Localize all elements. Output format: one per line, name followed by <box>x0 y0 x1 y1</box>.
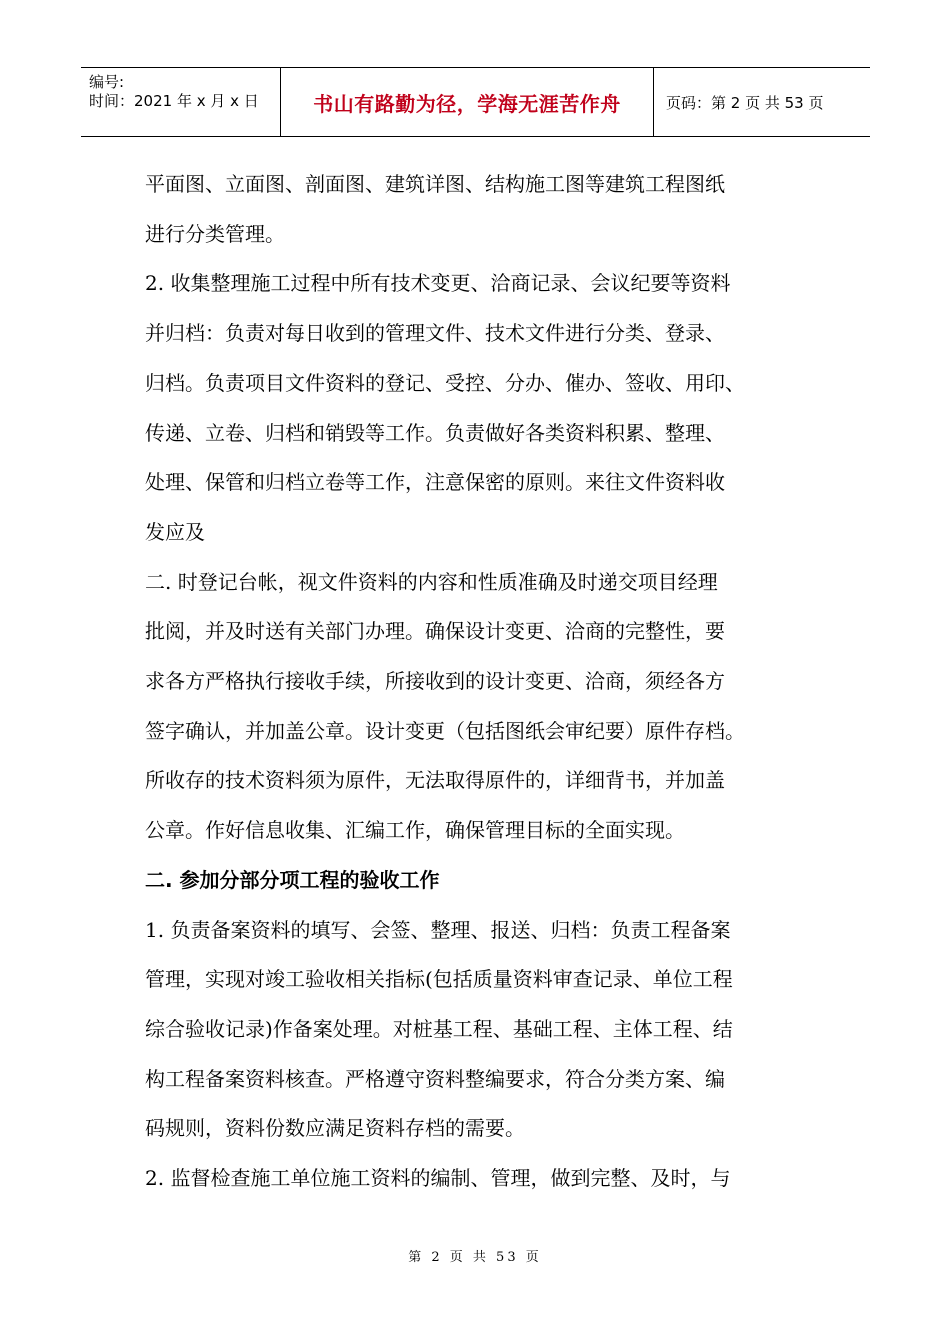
body-text-line: 归档。负责项目文件资料的登记、受控、分办、催办、签收、用印、 <box>145 370 745 395</box>
body-text-line: 公章。作好信息收集、汇编工作，确保管理目标的全面实现。 <box>145 818 685 843</box>
section-heading: 二. 参加分部分项工程的验收工作 <box>145 867 440 892</box>
document-body <box>145 160 825 1204</box>
body-text-line: 码规则，资料份数应满足资料存档的需要。 <box>145 1116 525 1141</box>
page-header <box>81 67 870 137</box>
document-time-label: 时间：2021 年 x 月 x 日 <box>89 92 259 110</box>
body-text-line: 二. 时登记台帐，视文件资料的内容和性质准确及时递交项目经理 <box>145 569 718 594</box>
header-motto: 书山有路勤为径，学海无涯苦作舟 <box>281 68 654 136</box>
document-number-label: 编号: <box>89 73 125 91</box>
body-text-line: 1. 负责备案资料的填写、会签、整理、报送、归档：负责工程备案 <box>145 917 731 942</box>
body-text-line: 批阅，并及时送有关部门办理。确保设计变更、洽商的完整性，要 <box>145 619 725 644</box>
header-meta-cell <box>81 68 281 136</box>
body-text-line: 综合验收记录)作备案处理。对桩基工程、基础工程、主体工程、结 <box>145 1016 733 1041</box>
page-footer: 第 2 页 共 53 页 <box>408 1250 542 1265</box>
body-text-line: 处理、保管和归档立卷等工作，注意保密的原则。来往文件资料收 <box>145 470 725 495</box>
header-page-info: 页码：第 2 页 共 53 页 <box>666 93 824 112</box>
body-text-line: 管理，实现对竣工验收相关指标(包括质量资料审查记录、单位工程 <box>145 967 733 992</box>
body-text-line: 并归档：负责对每日收到的管理文件、技术文件进行分类、登录、 <box>145 321 725 346</box>
body-text-line: 构工程备案资料核查。严格遵守资料整编要求，符合分类方案、编 <box>145 1066 725 1091</box>
body-text-line: 求各方严格执行接收手续，所接收到的设计变更、洽商，须经各方 <box>145 669 725 694</box>
body-text-line: 平面图、立面图、剖面图、建筑详图、结构施工图等建筑工程图纸 <box>145 172 725 196</box>
body-text-line: 发应及 <box>145 519 205 544</box>
body-text-line: 2. 收集整理施工过程中所有技术变更、洽商记录、会议纪要等资料 <box>145 271 731 296</box>
body-text-line: 2. 监督检查施工单位施工资料的编制、管理，做到完整、及时，与 <box>145 1166 731 1191</box>
body-text-line: 传递、立卷、归档和销毁等工作。负责做好各类资料积累、整理、 <box>145 420 725 445</box>
body-text-line: 所收存的技术资料须为原件，无法取得原件的，详细背书，并加盖 <box>145 768 725 793</box>
body-text-line: 进行分类管理。 <box>145 221 285 246</box>
body-text-line: 签字确认，并加盖公章。设计变更（包括图纸会审纪要）原件存档。 <box>145 718 745 743</box>
